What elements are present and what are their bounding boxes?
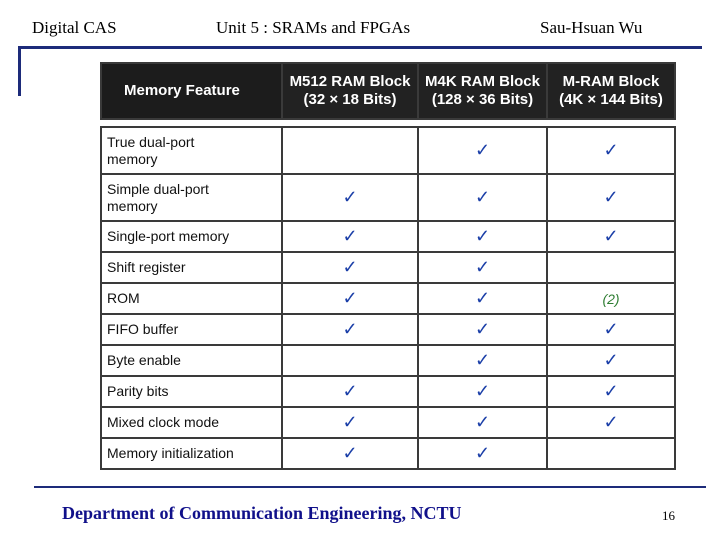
column-header-m512	[282, 63, 418, 119]
support-cell-mram	[547, 252, 675, 283]
footnote-marker: (2)	[602, 291, 620, 307]
column-header-mram-line1: M-RAM Block	[562, 73, 660, 90]
course-title: Digital CAS	[32, 18, 117, 37]
feature-label-line1: Simple dual-port	[107, 180, 209, 197]
table-row	[101, 127, 675, 174]
support-cell-m4k	[418, 314, 547, 345]
column-header-feature	[101, 63, 282, 119]
feature-label	[101, 174, 282, 221]
feature-label	[101, 438, 282, 469]
column-header-m512-line2: (32 × 18 Bits)	[303, 91, 397, 108]
table-body	[101, 119, 675, 469]
feature-label-line1: ROM	[107, 290, 140, 306]
slide-title: Unit 5 : SRAMs and FPGAs	[216, 18, 411, 37]
checkmark-icon: ✓	[603, 226, 619, 246]
support-cell-mram	[547, 438, 675, 469]
feature-label-line2: memory	[107, 150, 158, 167]
support-cell-mram	[547, 376, 675, 407]
support-cell-m4k	[418, 376, 547, 407]
feature-label-line1: Byte enable	[107, 352, 181, 368]
checkmark-icon: ✓	[342, 412, 358, 432]
department-footer: Department of Communication Engineering, NCTU	[62, 503, 462, 523]
checkmark-icon: ✓	[342, 443, 358, 463]
checkmark-icon: ✓	[474, 288, 491, 308]
support-cell-m4k	[418, 174, 547, 221]
checkmark-icon: ✓	[474, 412, 491, 432]
checkmark-icon: ✓	[603, 140, 619, 160]
support-cell-m512	[282, 407, 418, 438]
support-cell-m4k	[418, 407, 547, 438]
checkmark-icon: ✓	[474, 319, 491, 339]
table-header-row	[101, 63, 675, 119]
feature-label-line1: Mixed clock mode	[107, 414, 220, 430]
checkmark-icon: ✓	[603, 412, 619, 432]
support-cell-m512	[282, 376, 418, 407]
column-header-mram	[547, 63, 675, 119]
feature-label	[101, 407, 282, 438]
table-row	[101, 283, 675, 314]
memory-feature-table	[100, 62, 676, 470]
table-row	[101, 376, 675, 407]
checkmark-icon: ✓	[342, 257, 358, 277]
support-cell-mram	[547, 407, 675, 438]
support-cell-m4k	[418, 438, 547, 469]
column-header-mram-line2: (4K × 144 Bits)	[559, 91, 663, 108]
column-header-m4k-line2: (128 × 36 Bits)	[431, 91, 534, 108]
feature-label-line1: Single-port memory	[107, 228, 230, 244]
checkmark-icon: ✓	[474, 187, 491, 207]
column-header-m512-line1: M512 RAM Block	[289, 73, 411, 90]
feature-label-line1: Parity bits	[107, 383, 169, 399]
table-row	[101, 252, 675, 283]
support-cell-mram	[547, 221, 675, 252]
feature-label-line1: FIFO buffer	[107, 321, 179, 337]
feature-label	[101, 376, 282, 407]
support-cell-m4k	[418, 221, 547, 252]
support-cell-m512	[282, 127, 418, 174]
feature-label	[101, 345, 282, 376]
support-cell-m512	[282, 438, 418, 469]
support-cell-m512	[282, 314, 418, 345]
checkmark-icon: ✓	[474, 443, 491, 463]
table-row	[101, 345, 675, 376]
checkmark-icon: ✓	[342, 288, 358, 308]
feature-label	[101, 252, 282, 283]
checkmark-icon: ✓	[603, 319, 619, 339]
checkmark-icon: ✓	[603, 350, 619, 370]
support-cell-m4k	[418, 252, 547, 283]
footer-divider	[34, 486, 706, 488]
author-name: Sau-Hsuan Wu	[540, 18, 643, 37]
feature-label	[101, 221, 282, 252]
page-number: 16	[662, 508, 675, 523]
support-cell-m512	[282, 174, 418, 221]
feature-label-line1: Shift register	[107, 259, 186, 275]
checkmark-icon: ✓	[474, 226, 491, 246]
support-cell-m512	[282, 252, 418, 283]
feature-label-line2: memory	[107, 197, 158, 214]
checkmark-icon: ✓	[474, 257, 491, 277]
support-cell-mram	[547, 345, 675, 376]
table-row	[101, 314, 675, 345]
header-divider	[18, 46, 702, 49]
feature-label-line1: Memory initialization	[107, 445, 234, 461]
support-cell-mram	[547, 314, 675, 345]
checkmark-icon: ✓	[474, 381, 491, 401]
table-row	[101, 438, 675, 469]
support-cell-m512	[282, 283, 418, 314]
support-cell-mram	[547, 283, 675, 314]
checkmark-icon: ✓	[474, 140, 491, 160]
feature-label-line1: True dual-port	[107, 133, 195, 150]
table-gap-row	[101, 119, 675, 127]
column-header-feature-line1: Memory Feature	[124, 82, 240, 99]
support-cell-m512	[282, 221, 418, 252]
feature-label	[101, 314, 282, 345]
support-cell-m4k	[418, 283, 547, 314]
feature-label	[101, 127, 282, 174]
support-cell-mram	[547, 127, 675, 174]
table-row	[101, 174, 675, 221]
checkmark-icon: ✓	[603, 381, 619, 401]
support-cell-m4k	[418, 345, 547, 376]
support-cell-mram	[547, 174, 675, 221]
checkmark-icon: ✓	[342, 226, 358, 246]
checkmark-icon: ✓	[342, 187, 358, 207]
support-cell-m4k	[418, 127, 547, 174]
column-header-m4k	[418, 63, 547, 119]
checkmark-icon: ✓	[603, 187, 619, 207]
checkmark-icon: ✓	[474, 350, 491, 370]
support-cell-m512	[282, 345, 418, 376]
feature-label	[101, 283, 282, 314]
checkmark-icon: ✓	[342, 319, 358, 339]
column-header-m4k-line1: M4K RAM Block	[424, 73, 540, 90]
checkmark-icon: ✓	[342, 381, 358, 401]
table-row	[101, 407, 675, 438]
table-row	[101, 221, 675, 252]
header-accent	[18, 46, 21, 96]
